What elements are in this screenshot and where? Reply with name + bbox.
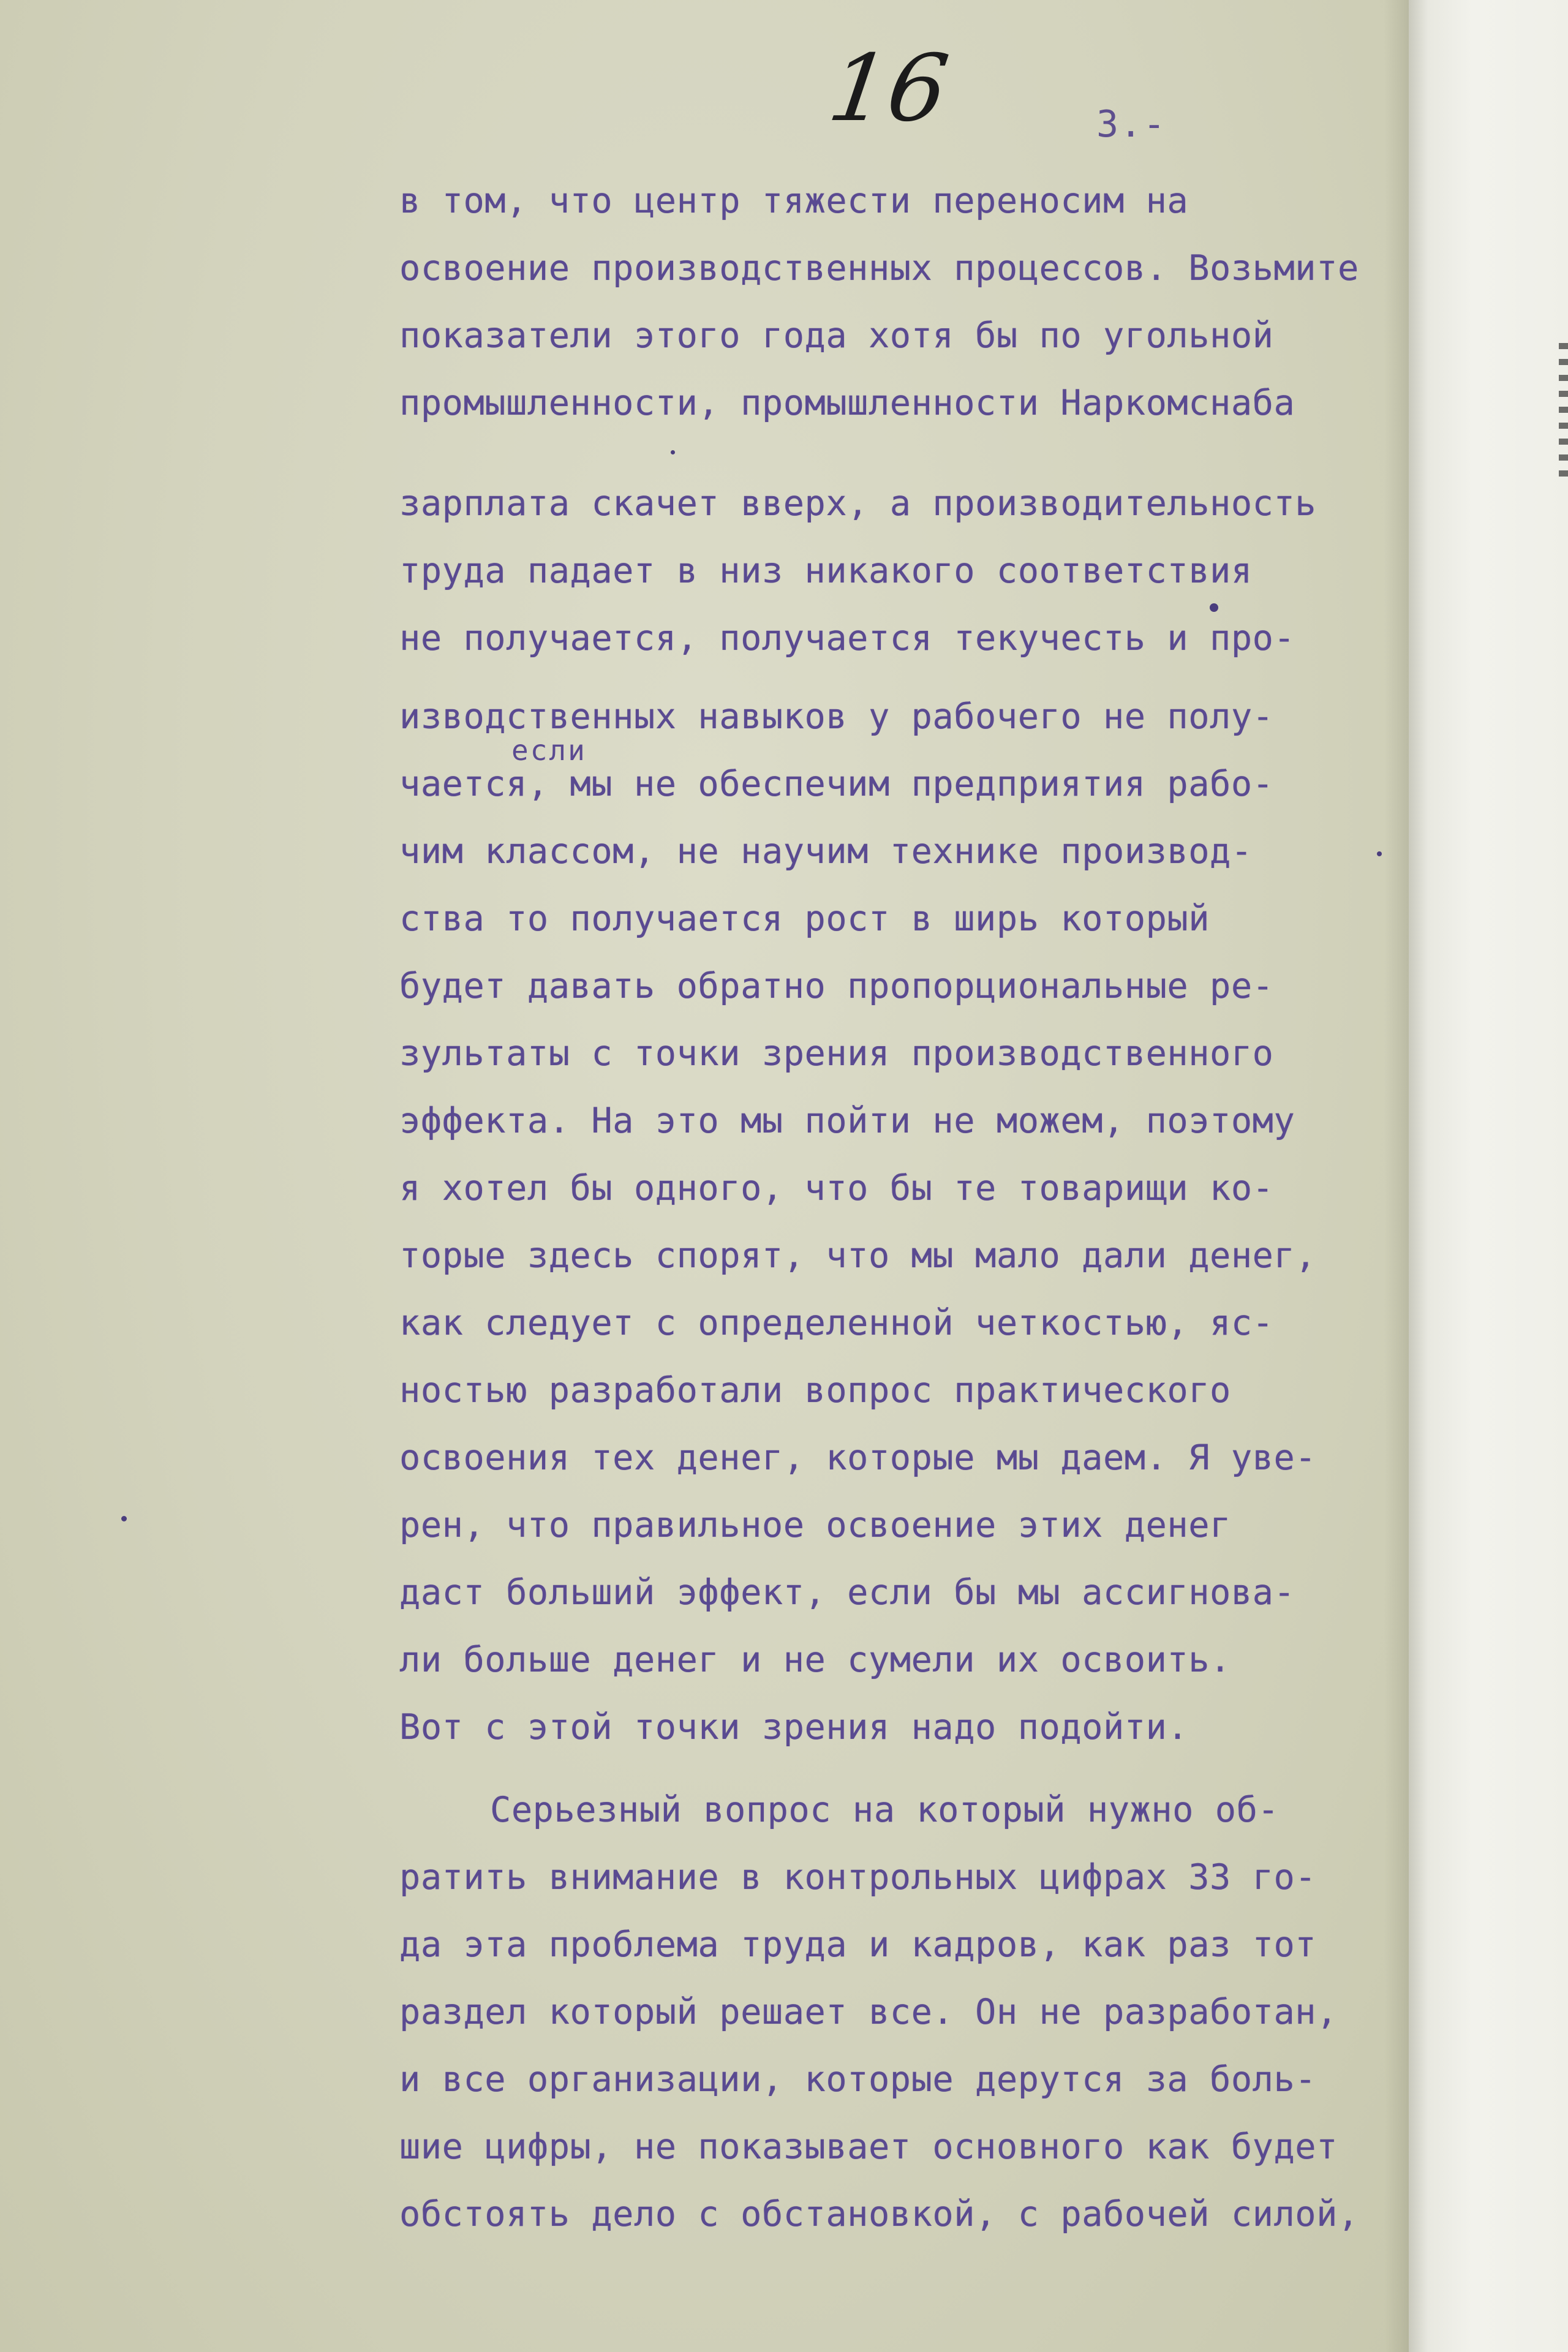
page-edge-shadow (1384, 0, 1409, 2352)
text-line: зарплата скачет вверх, а производительность (399, 483, 1317, 524)
text-line: торые здесь спорят, что мы мало дали денег, (399, 1235, 1317, 1276)
text-line: будет давать обратно пропорциональные ре- (399, 966, 1274, 1006)
text-line: освоение производственных процессов. Возьмите (399, 248, 1359, 288)
text-line: рен, что правильное освоение этих денег (399, 1505, 1231, 1545)
text-line: зультаты с точки зрения производственного (399, 1033, 1274, 1074)
typed-insertion: если (511, 734, 587, 767)
text-line: в том, что центр тяжести переносим на (399, 181, 1189, 221)
text-line: да эта проблема труда и кадров, как раз тот (399, 1924, 1317, 1965)
ink-speck (671, 450, 675, 454)
text-line: промышленности, промышленности Наркомснаба (399, 383, 1295, 423)
text-line: даст больший эффект, если бы мы ассигнова- (399, 1572, 1295, 1613)
scan-background-strip (1409, 0, 1568, 2352)
text-line: чим классом, не научим технике производ- (399, 831, 1253, 872)
text-line: показатели этого года хотя бы по угольной (399, 315, 1274, 356)
text-line: я хотел бы одного, что бы те товарищи ко- (399, 1168, 1274, 1208)
ink-speck (121, 1516, 127, 1521)
text-line: ностью разработали вопрос практического (399, 1370, 1231, 1411)
handwritten-folio-number: 16 (822, 36, 955, 142)
binding-mark (1559, 343, 1568, 478)
ink-speck (1377, 851, 1382, 856)
text-line: раздел который решает все. Он не разработан, (399, 1992, 1338, 2032)
text-line: изводственных навыков у рабочего не полу- (399, 696, 1274, 737)
text-line: чается, мы не обеспечим предприятия рабо- (399, 764, 1274, 804)
text-line-indented: Серьезный вопрос на который нужно об- (490, 1790, 1280, 1830)
text-line: шие цифры, не показывает основного как будет (399, 2127, 1338, 2167)
text-line: ратить внимание в контрольных цифрах 33 го- (399, 1857, 1317, 1898)
text-line: и все организации, которые дерутся за боль- (399, 2059, 1317, 2100)
text-line: ства то получается рост в ширь который (399, 899, 1210, 939)
text-line: эффекта. На это мы пойти не можем, поэтому (399, 1101, 1295, 1141)
text-line: как следует с определенной четкостью, яс- (399, 1303, 1274, 1343)
text-line: обстоять дело с обстановкой, с рабочей силой, (399, 2194, 1359, 2234)
text-line: труда падает в низ никакого соответствия (399, 551, 1253, 591)
text-line: ли больше денег и не сумели их освоить. (399, 1640, 1231, 1680)
text-line: Вот с этой точки зрения надо подойти. (399, 1707, 1189, 1747)
text-line: освоения тех денег, которые мы даем. Я уве- (399, 1438, 1317, 1478)
text-line: не получается, получается текучесть и про- (399, 618, 1295, 658)
typed-page-number: 3.- (1096, 103, 1167, 146)
ink-speck (1210, 603, 1218, 612)
